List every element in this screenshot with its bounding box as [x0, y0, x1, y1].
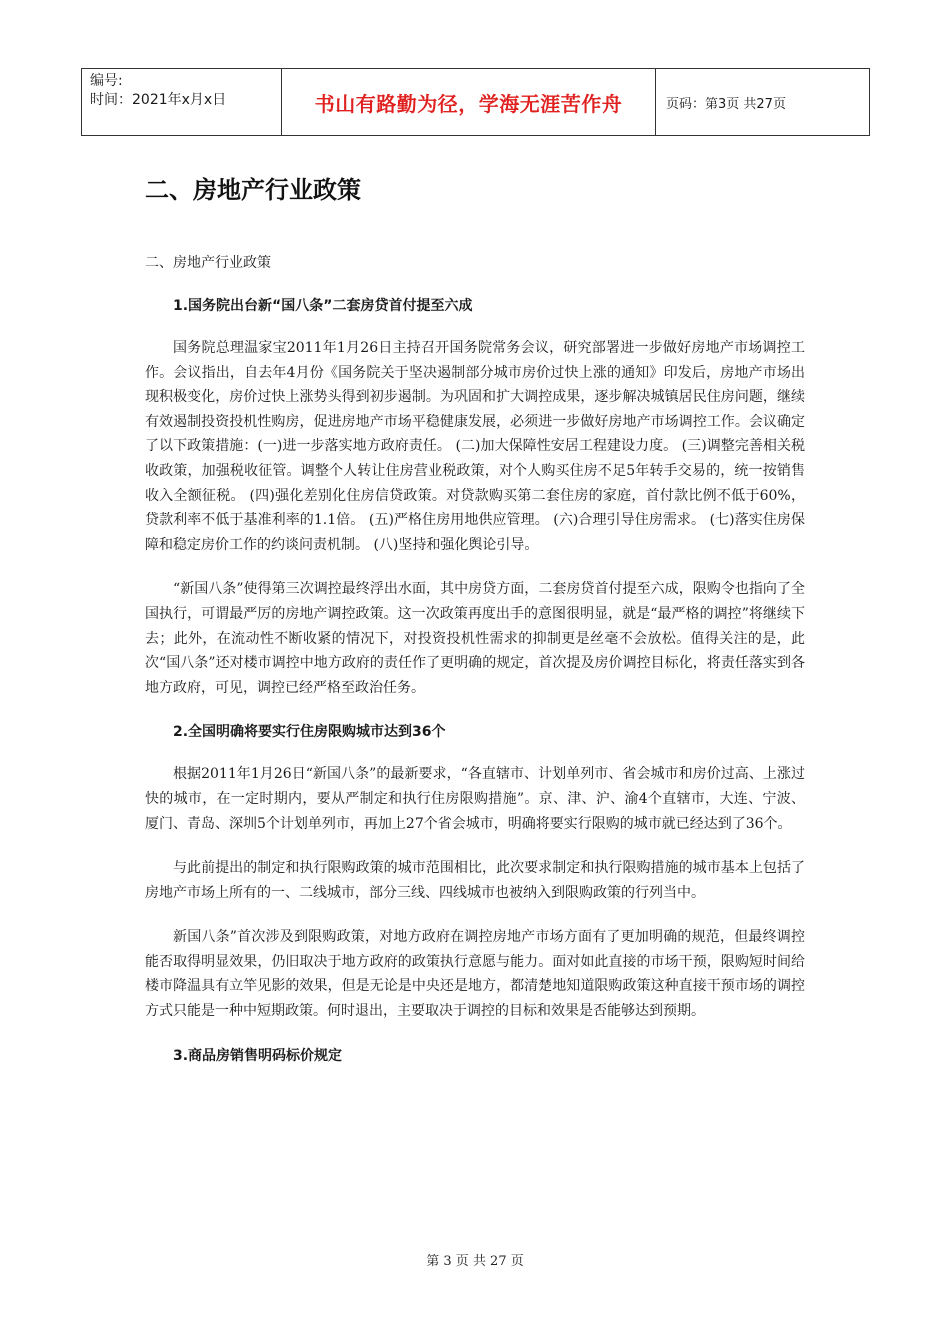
page-footer: 第 3 页 共 27 页	[426, 1254, 524, 1269]
section-title: 2.全国明确将要实行住房限购城市达到36个	[173, 724, 446, 741]
document-date-label: 时间：2021年x月x日	[90, 92, 227, 108]
paragraph: 根据2011年1月26日“新国八条”的最新要求，“各直辖市、计划单列市、省会城市和房价过高、上涨过快的城市，在一定时期内，要从严制定和执行住房限购措施”。京、津、沪、渝4个直辖市，大连、宁波、厦门、青岛、深圳5个计划单列市，再加上27个省会城市，明确将要实行限购的城市就已经达到了36个。	[145, 766, 805, 832]
document-body	[145, 252, 805, 1086]
header-meta	[82, 69, 282, 135]
section-heading: 二、房地产行业政策	[145, 176, 361, 204]
section-title: 1.国务院出台新“国八条”二套房贷首付提至六成	[173, 298, 473, 314]
subheading: 二、房地产行业政策	[145, 255, 271, 271]
section-title: 3.商品房销售明码标价规定	[173, 1047, 343, 1064]
paragraph: “新国八条”使得第三次调控最终浮出水面，其中房贷方面，二套房贷首付提至六成，限购令也指向了全国执行，可谓最严厉的房地产调控政策。这一次政策再度出手的意图很明显，就是“最严格的调控”将继续下去；此外，在流动性不断收紧的情况下，对投资投机性需求的抑制更是丝毫不会放松。值得关注的是，此次“国八条”还对楼市调控中地方政府的责任作了更明确的规定，首次提及房价调控目标化，将责任落实到各地方政府，可见，调控已经严格至政治任务。	[145, 581, 805, 696]
paragraph: 新国八条”首次涉及到限购政策，对地方政府在调控房地产市场方面有了更加明确的规范，但最终调控能否取得明显效果，仍旧取决于地方政府的政策执行意愿与能力。面对如此直接的市场干预，限购短时间给楼市降温具有立竿见影的效果，但是无论是中央还是地方，都清楚地知道限购政策这种直接干预市场的调控方式只能是一种中短期政策。何时退出，主要取决于调控的目标和效果是否能够达到预期。	[145, 929, 805, 1020]
header-motto: 书山有路勤为径，学海无涯苦作舟	[282, 69, 656, 135]
paragraph: 与此前提出的制定和执行限购政策的城市范围相比，此次要求制定和执行限购措施的城市基本上包括了房地产市场上所有的一、二线城市，部分三线、四线城市也被纳入到限购政策的行列当中。	[145, 860, 805, 901]
paragraph: 国务院总理温家宝2011年1月26日主持召开国务院常务会议，研究部署进一步做好房地产市场调控工作。会议指出，自去年4月份《国务院关于坚决遏制部分城市房价过快上涨的通知》印发后，房地产市场出现积极变化，房价过快上涨势头得到初步遏制。为巩固和扩大调控成果，逐步解决城镇居民住房问题，继续有效遏制投资投机性购房，促进房地产市场平稳健康发展，必须进一步做好房地产市场调控工作。会议确定了以下政策措施：(一)进一步落实地方政府责任。 (二)加大保障性安居工程建设力度。 (三)调整完善相关税收政策，加强税收征管。调整个人转让住房营业税政策，对个人购买住房不足5年转手交易的，统一按销售收入全额征税。 (四)强化差别化住房信贷政策。对贷款购买第二套住房的家庭，首付款比例不低于60%，贷款利率不低于基准利率的1.1倍。 (五)严格住房用地供应管理。 (六)合理引导住房需求。 (七)落实住房保障和稳定房价工作的约谈问责机制。 (八)坚持和强化舆论引导。	[145, 340, 805, 553]
header-page-number: 页码：第3页 共27页	[666, 96, 786, 112]
document-number-label: 编号:	[90, 73, 123, 89]
page-header	[81, 68, 870, 136]
